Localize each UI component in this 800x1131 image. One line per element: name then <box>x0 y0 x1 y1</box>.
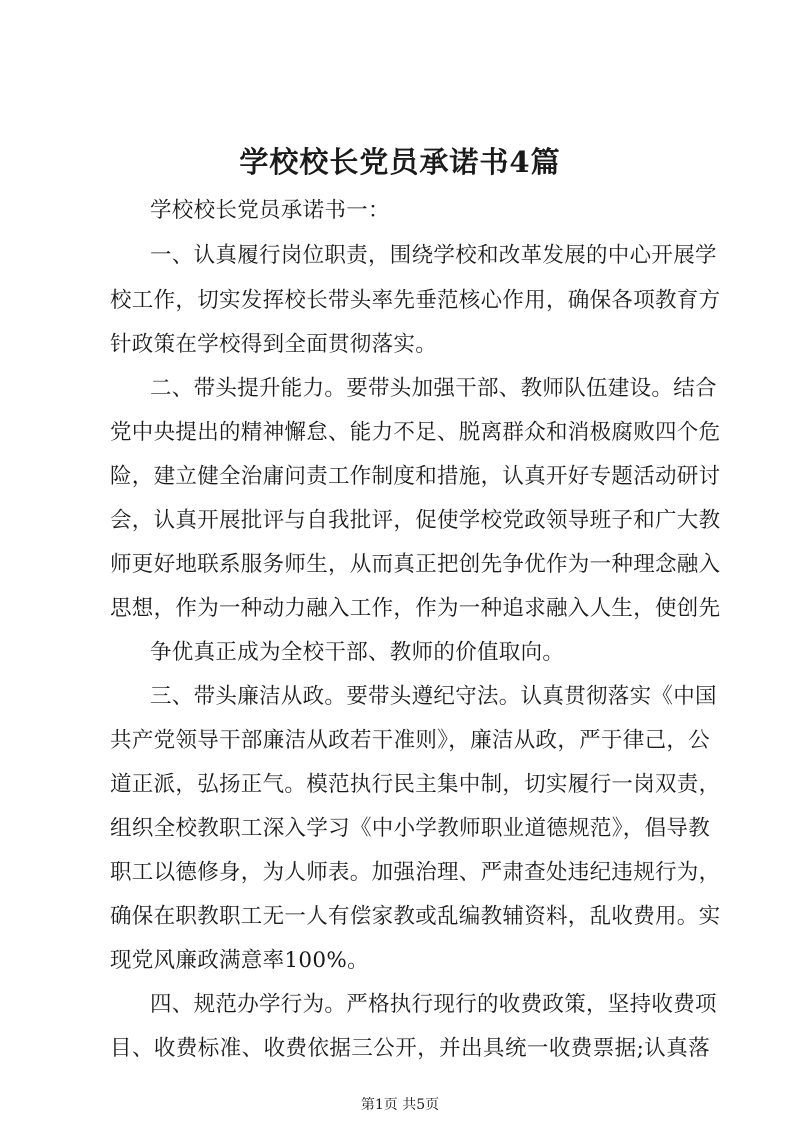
paragraph-line: 争优真正成为全校干部、教师的价值取向。 <box>150 640 565 665</box>
paragraph-line: 校工作，切实发挥校长带头率先垂范核心作用，确保各项教育方 <box>110 288 721 313</box>
section-heading: 学校校长党员承诺书一： <box>150 198 390 223</box>
paragraph-line: 会，认真开展批评与自我批评，促使学校党政领导班子和广大教 <box>110 508 721 533</box>
paragraph-line: 一、认真履行岗位职责，围绕学校和改革发展的中心开展学 <box>150 243 717 268</box>
paragraph-line: 组织全校教职工深入学习《中小学教师职业道德规范》，倡导教 <box>110 816 710 841</box>
document-title: 学校校长党员承诺书4篇 <box>239 145 561 179</box>
paragraph-line: 针政策在学校得到全面贯彻落实。 <box>110 332 438 357</box>
paragraph-line: 现党风廉政满意率100%。 <box>110 948 369 973</box>
paragraph-line: 三、带头廉洁从政。要带头遵纪守法。认真贯彻落实《中国 <box>150 684 717 709</box>
paragraph-line: 道正派，弘扬正气。模范执行民主集中制，切实履行一岗双责， <box>110 772 721 797</box>
paragraph-line: 共产党领导干部廉洁从政若干准则》，廉洁从政，严于律己，公 <box>110 728 710 753</box>
paragraph-line: 职工以德修身，为人师表。加强治理、严肃查处违纪违规行为， <box>110 860 721 885</box>
paragraph-line: 师更好地联系服务师生，从而真正把创先争优作为一种理念融入 <box>110 552 721 577</box>
paragraph-line: 险，建立健全治庸问责工作制度和措施，认真开好专题活动研讨 <box>110 464 721 489</box>
paragraph-line: 四、规范办学行为。严格执行现行的收费政策，坚持收费项 <box>150 992 717 1017</box>
paragraph-line: 思想，作为一种动力融入工作，作为一种追求融入人生，使创先 <box>110 596 721 621</box>
paragraph-line: 目、收费标准、收费依据三公开，并出具统一收费票据;认真落 <box>110 1036 710 1061</box>
paragraph-line: 确保在职教职工无一人有偿家教或乱编教辅资料，乱收费用。实 <box>110 904 721 929</box>
paragraph-line: 党中央提出的精神懈怠、能力不足、脱离群众和消极腐败四个危 <box>110 420 721 445</box>
page-footer: 第1页 共5页 <box>360 1097 440 1113</box>
paragraph-line: 二、带头提升能力。要带头加强干部、教师队伍建设。结合 <box>150 376 717 401</box>
